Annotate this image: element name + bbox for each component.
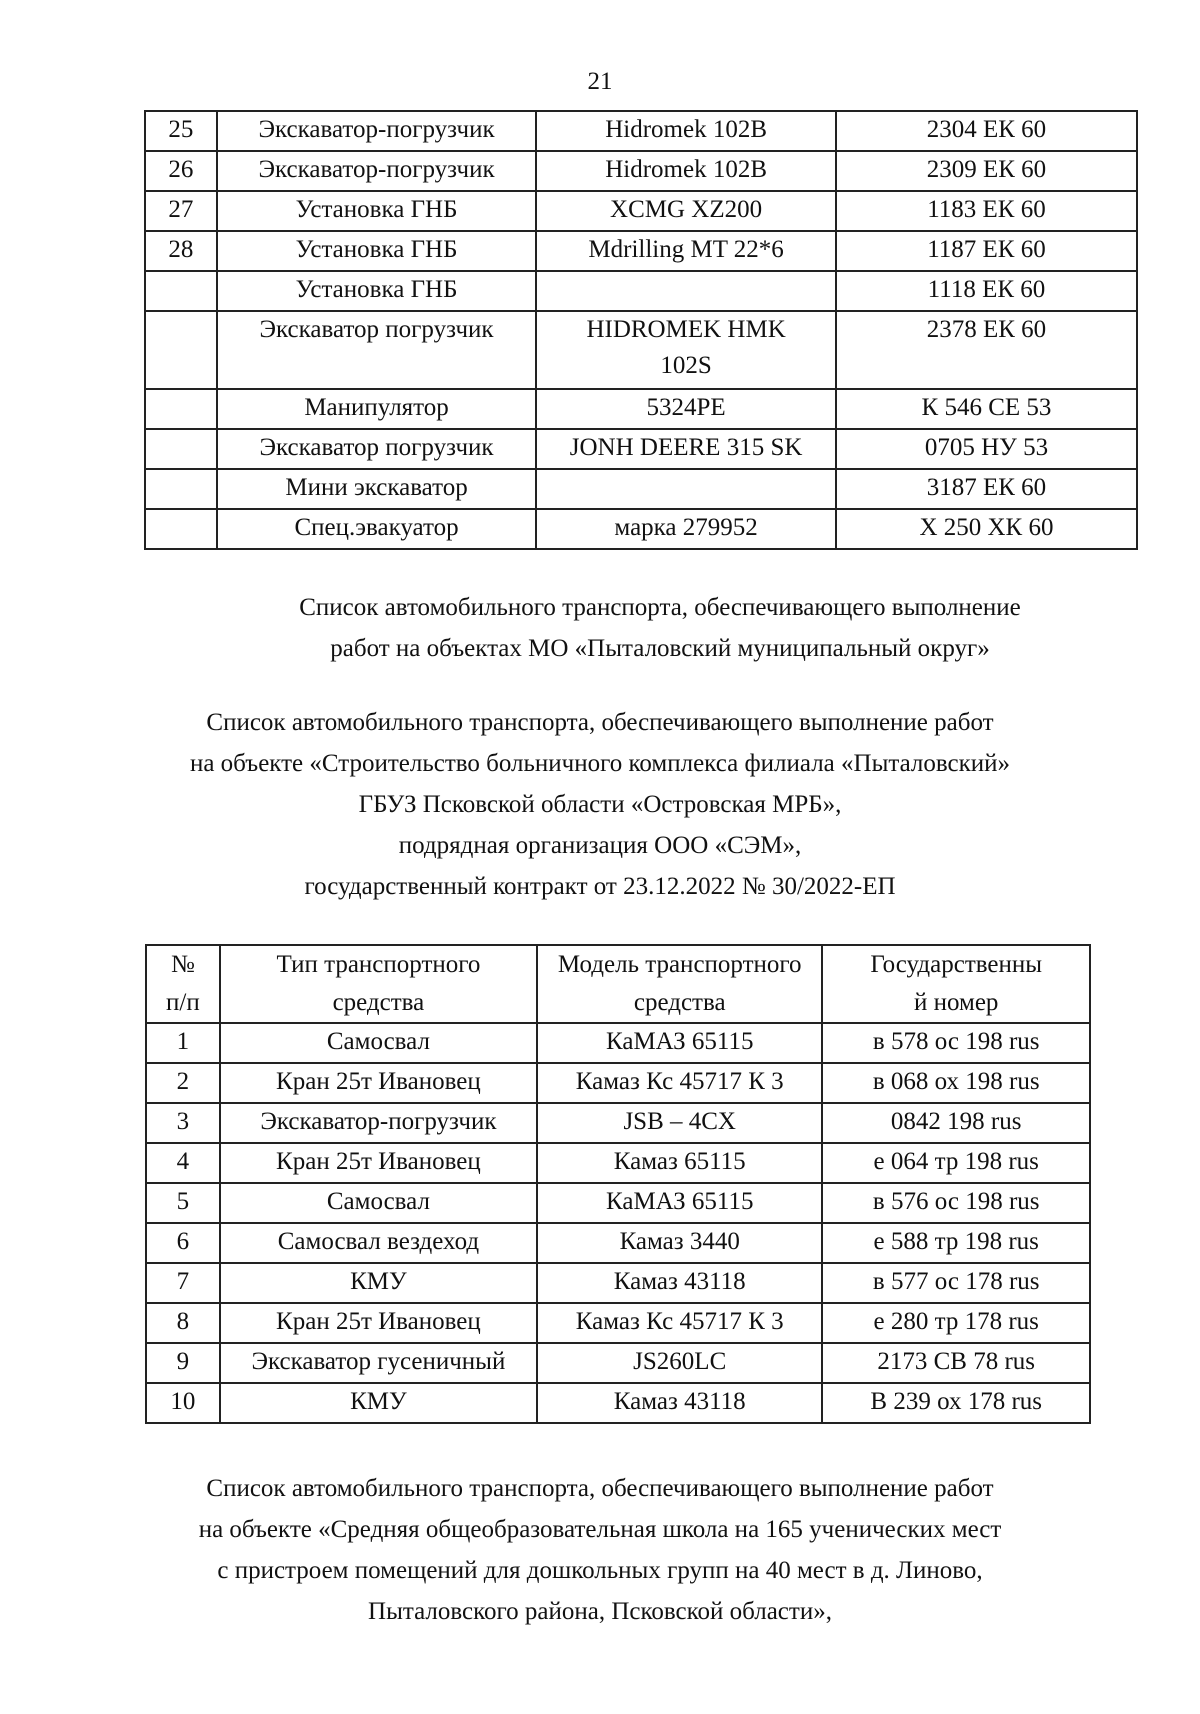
cell-num: 28 [145, 231, 217, 271]
cell-plate: в 576 ос 198 rus [822, 1183, 1090, 1223]
cell-model [536, 271, 836, 311]
cell-num [145, 389, 217, 429]
cell-model: XCMG XZ200 [536, 191, 836, 231]
cell-num [145, 311, 217, 389]
cell-model: JS260LC [537, 1343, 822, 1383]
cell-num: 26 [145, 151, 217, 191]
table-row [146, 1223, 1090, 1263]
cell-type: Самосвал вездеход [220, 1223, 537, 1263]
cell-num [145, 429, 217, 469]
cell-type: Манипулятор [217, 389, 536, 429]
cell-plate: в 577 ос 178 rus [822, 1263, 1090, 1303]
cell-num [145, 509, 217, 549]
table-row [146, 1023, 1090, 1063]
cell-type: КМУ [220, 1383, 537, 1423]
heading-line: Список автомобильного транспорта, обеспечивающего выполнение [299, 594, 1021, 621]
cell-type: Установка ГНБ [217, 191, 536, 231]
cell-type: Кран 25т Ивановец [220, 1143, 537, 1183]
table-row [145, 389, 1137, 429]
cell-num: 1 [146, 1023, 220, 1063]
cell-plate: 1187 ЕК 60 [836, 231, 1137, 271]
cell-model: JONH DEERE 315 SK [536, 429, 836, 469]
cell-plate: в 068 ох 198 rus [822, 1063, 1090, 1103]
cell-type: Установка ГНБ [217, 271, 536, 311]
table-row [146, 1383, 1090, 1423]
heading-line: на объекте «Строительство больничного комплекса филиала «Пыталовский» [189, 750, 1011, 777]
cell-num: 3 [146, 1103, 220, 1143]
cell-plate: 2309 ЕК 60 [836, 151, 1137, 191]
cell-type: Кран 25т Ивановец [220, 1303, 537, 1343]
cell-num: 25 [145, 111, 217, 151]
cell-model: Hidromek 102B [536, 151, 836, 191]
cell-model: 5324PE [536, 389, 836, 429]
table-row [145, 311, 1137, 389]
header-num: № п/п [146, 945, 220, 1023]
table-row [145, 271, 1137, 311]
cell-model: марка 279952 [536, 509, 836, 549]
cell-model: Камаз Кс 45717 К 3 [537, 1303, 822, 1343]
cell-num [145, 469, 217, 509]
heading-line: на объекте «Средняя общеобразовательная школа на 165 ученических мест [198, 1516, 1002, 1543]
table-row [145, 151, 1137, 191]
cell-type: Самосвал [220, 1183, 537, 1223]
vehicle-table-hospital [145, 944, 1091, 1424]
header-type: Тип транспортного средства [220, 945, 537, 1023]
table-row [146, 1263, 1090, 1303]
table-row [145, 509, 1137, 549]
page-number: 21 [587, 68, 613, 95]
cell-model: Камаз 43118 [537, 1263, 822, 1303]
cell-plate: 0842 198 rus [822, 1103, 1090, 1143]
cell-model: КаМАЗ 65115 [537, 1183, 822, 1223]
header-plate: Государственны й номер [822, 945, 1090, 1023]
cell-plate: 2378 ЕК 60 [836, 311, 1137, 389]
cell-num [145, 271, 217, 311]
cell-plate: 3187 ЕК 60 [836, 469, 1137, 509]
cell-plate: 2173 СВ 78 rus [822, 1343, 1090, 1383]
cell-type: Установка ГНБ [217, 231, 536, 271]
vehicle-table-continued [144, 110, 1138, 550]
heading-line: с пристроем помещений для дошкольных групп на 40 мест в д. Линово, [217, 1557, 983, 1584]
table-row [146, 1143, 1090, 1183]
table-row [145, 429, 1137, 469]
heading-line: работ на объектах МО «Пыталовский муниципальный округ» [330, 635, 990, 662]
cell-type: Кран 25т Ивановец [220, 1063, 537, 1103]
cell-num: 9 [146, 1343, 220, 1383]
cell-model: Камаз 3440 [537, 1223, 822, 1263]
cell-type: Экскаватор-погрузчик [217, 151, 536, 191]
cell-plate: 1183 ЕК 60 [836, 191, 1137, 231]
cell-plate: 0705 НУ 53 [836, 429, 1137, 469]
cell-plate: 2304 ЕК 60 [836, 111, 1137, 151]
cell-type: Спец.эвакуатор [217, 509, 536, 549]
table-row [145, 231, 1137, 271]
header-model: Модель транспортного средства [537, 945, 822, 1023]
cell-num: 5 [146, 1183, 220, 1223]
cell-model: Hidromek 102B [536, 111, 836, 151]
cell-model: Камаз Кс 45717 К 3 [537, 1063, 822, 1103]
cell-plate: е 280 тр 178 rus [822, 1303, 1090, 1343]
heading-line: Список автомобильного транспорта, обеспечивающего выполнение работ [206, 1475, 994, 1502]
table-row [146, 1303, 1090, 1343]
table-row [146, 1063, 1090, 1103]
cell-num: 4 [146, 1143, 220, 1183]
cell-type: Экскаватор-погрузчик [220, 1103, 537, 1143]
table-row [145, 469, 1137, 509]
cell-plate: е 588 тр 198 rus [822, 1223, 1090, 1263]
cell-model: Камаз 65115 [537, 1143, 822, 1183]
cell-plate: е 064 тр 198 rus [822, 1143, 1090, 1183]
cell-type: Самосвал [220, 1023, 537, 1063]
cell-plate: в 578 ос 198 rus [822, 1023, 1090, 1063]
cell-type: КМУ [220, 1263, 537, 1303]
cell-num: 27 [145, 191, 217, 231]
cell-model: Mdrilling MT 22*6 [536, 231, 836, 271]
cell-type: Экскаватор-погрузчик [217, 111, 536, 151]
cell-model [536, 469, 836, 509]
table-row [146, 1183, 1090, 1223]
cell-plate: 1118 ЕК 60 [836, 271, 1137, 311]
table-header-row [146, 945, 1090, 1023]
cell-num: 7 [146, 1263, 220, 1303]
cell-type: Экскаватор погрузчик [217, 311, 536, 389]
heading-line: государственный контракт от 23.12.2022 № 30/2022-ЕП [304, 873, 896, 900]
cell-plate: К 546 СЕ 53 [836, 389, 1137, 429]
cell-num: 10 [146, 1383, 220, 1423]
cell-num: 8 [146, 1303, 220, 1343]
cell-type: Экскаватор погрузчик [217, 429, 536, 469]
cell-num: 6 [146, 1223, 220, 1263]
table-row [145, 191, 1137, 231]
cell-plate: В 239 ох 178 rus [822, 1383, 1090, 1423]
cell-model: Камаз 43118 [537, 1383, 822, 1423]
heading-line: Пыталовского района, Псковской области», [368, 1598, 832, 1625]
heading-line: подрядная организация ООО «СЭМ», [398, 832, 802, 859]
table-row [146, 1343, 1090, 1383]
cell-model: JSB – 4CX [537, 1103, 822, 1143]
cell-model: HIDROMEK HMK 102S [536, 311, 836, 389]
cell-plate: Х 250 ХК 60 [836, 509, 1137, 549]
cell-type: Мини экскаватор [217, 469, 536, 509]
heading-line: ГБУЗ Псковской области «Островская МРБ», [358, 791, 842, 818]
heading-hospital-object [100, 702, 1100, 907]
table-row [145, 111, 1137, 151]
cell-model: КаМАЗ 65115 [537, 1023, 822, 1063]
heading-school-object [100, 1468, 1100, 1632]
cell-num: 2 [146, 1063, 220, 1103]
heading-line: Список автомобильного транспорта, обеспечивающего выполнение работ [206, 709, 994, 736]
cell-type: Экскаватор гусеничный [220, 1343, 537, 1383]
heading-vehicle-list-title [160, 587, 1160, 669]
table-row [146, 1103, 1090, 1143]
